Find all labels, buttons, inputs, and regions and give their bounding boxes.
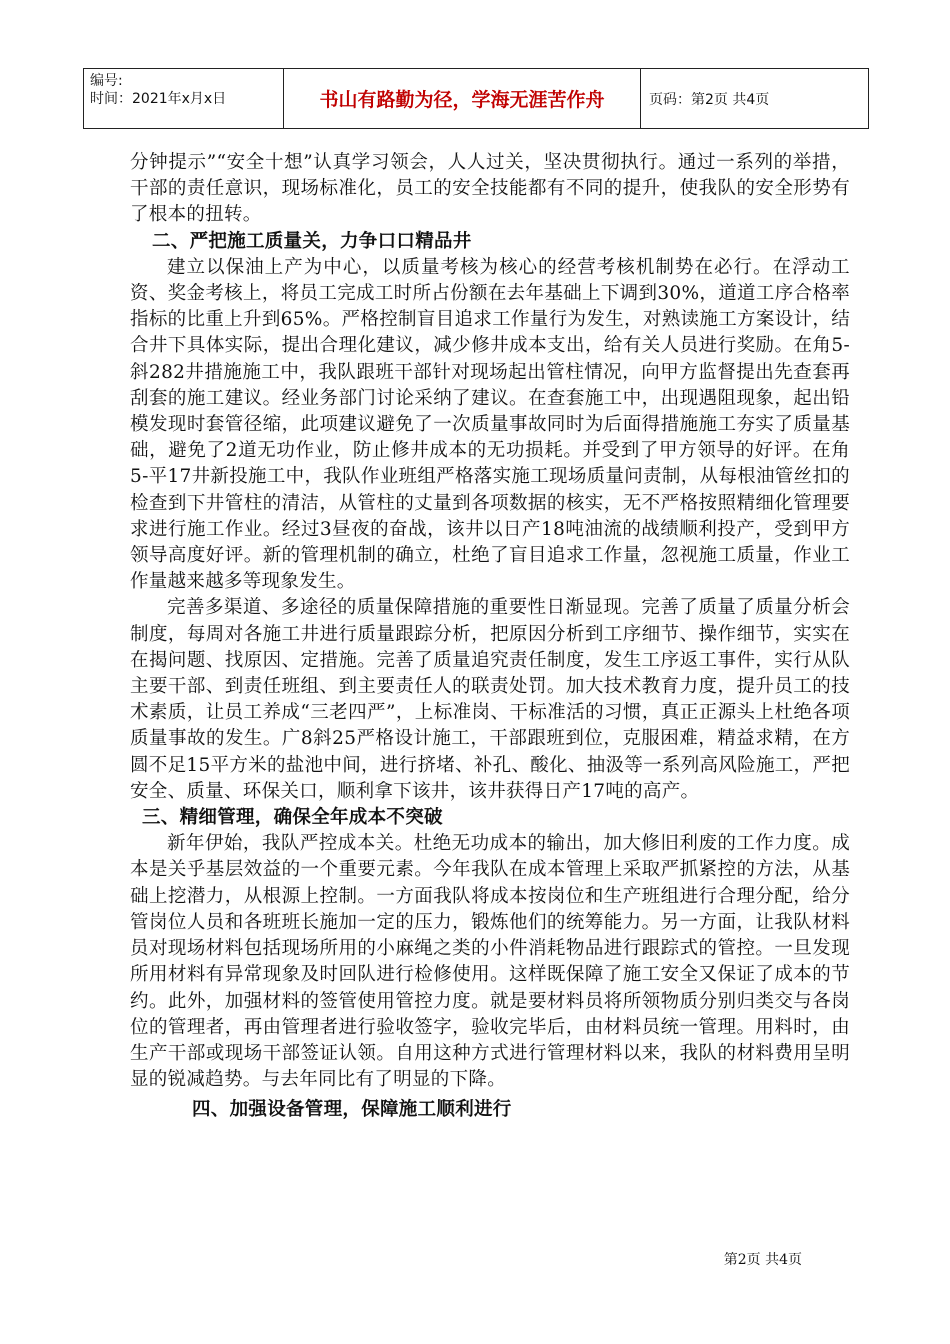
paragraph: 分钟提示”“安全十想”认真学习领会，人人过关，坚决贯彻执行。通过一系列的举措，干部的责任意识，现场标准化，员工的安全技能都有不同的提升，使我队的安全形势有了根本的扭转。: [130, 152, 850, 226]
document-date: 时间：2021年x月x日: [90, 91, 227, 107]
header-page-number: 页码：第2页 共4页: [649, 91, 770, 108]
page-footer: 第2页 共4页: [723, 1252, 802, 1268]
section-heading: 四、加强设备管理，保障施工顺利进行: [192, 1099, 512, 1121]
section-heading: 三、精细管理，确保全年成本不突破: [142, 807, 443, 829]
paragraph: 建立以保油上产为中心，以质量考核为核心的经营考核机制势在必行。在浮动工资、奖金考核上，将员工完成工时所占份额在去年基础上下调到30%，道道工序合格率指标的比重上升到65%。严格控制盲目追求工作量行为发生，对熟读施工方案设计，结合井下具体实际，提出合理化建议，减少修井成本支出，给有关人员进行奖励。在角5-斜282井措施施工中，我队跟班干部针对现场起出管柱情况，向甲方监督提出先查套再刮套的施工建议。经业务部门讨论采纳了建议。在查套施工中，出现遇阻现象，起出铅模发现时套管径缩，此项建议避免了一次质量事故同时为后面得措施施工夯实了质量基础，避免了2道无功作业，防止修井成本的无功损耗。并受到了甲方领导的好评。在角5-平17井新投施工中，我队作业班组严格落实施工现场质量问责制，从每根油管丝扣的检查到下井管柱的清洁，从管柱的丈量到各项数据的核实，无不严格按照精细化管理要求进行施工作业。经过3昼夜的奋战，该井以日产18吨油流的战绩顺利投产，受到甲方领导高度好评。新的管理机制的确立，杜绝了盲目追求工作量，忽视施工质量，作业工作量越来越多等现象发生。: [130, 256, 850, 593]
page-header: [83, 68, 869, 129]
document-body: [130, 150, 850, 1124]
section-heading: 二、严把施工质量关，力争口口精品井: [152, 230, 472, 252]
document-number: 编号:: [90, 73, 123, 89]
paragraph: 新年伊始，我队严控成本关。杜绝无功成本的输出，加大修旧利废的工作力度。成本是关乎基层效益的一个重要元素。今年我队在成本管理上采取严抓紧控的方法，从基础上挖潜力，从根源上控制。一方面我队将成本按岗位和生产班组进行合理分配，给分管岗位人员和各班班长施加一定的压力，锻炼他们的统筹能力。另一方面，让我队材料员对现场材料包括现场所用的小麻绳之类的小件消耗物品进行跟踪式的管控。一旦发现所用材料有异常现象及时回队进行检修使用。这样既保障了施工安全又保证了成本的节约。此外，加强材料的签管使用管控力度。就是要材料员将所领物质分别归类交与各岗位的管理者，再由管理者进行验收签字，验收完毕后，由材料员统一管理。用料时，由生产干部或现场干部签证认领。自用这种方式进行管理材料以来，我队的材料费用呈明显的锐减趋势。与去年同比有了明显的下降。: [130, 833, 850, 1091]
paragraph: 完善多渠道、多途径的质量保障措施的重要性日渐显现。完善了质量了质量分析会制度，每周对各施工井进行质量跟踪分析，把原因分析到工序细节、操作细节，实实在在揭问题、找原因、定措施。完善了质量追究责任制度，发生工序返工事件，实行从队主要干部、到责任班组、到主要责任人的联责处罚。加大技术教育力度，提升员工的技术素质，让员工养成“三老四严”，上标准岗、干标准活的习惯，真正正源头上杜绝各项质量事故的发生。广8斜25严格设计施工，干部跟班到位，克服困难，精益求精，在方圆不足15平方米的盐池中间，进行挤堵、补孔、酸化、抽汲等一系列高风险施工，严把安全、质量、环保关口，顺利拿下该井，该井获得日产17吨的高产。: [130, 597, 850, 802]
header-motto: 书山有路勤为径，学海无涯苦作舟: [284, 69, 641, 128]
header-meta: [84, 69, 284, 128]
